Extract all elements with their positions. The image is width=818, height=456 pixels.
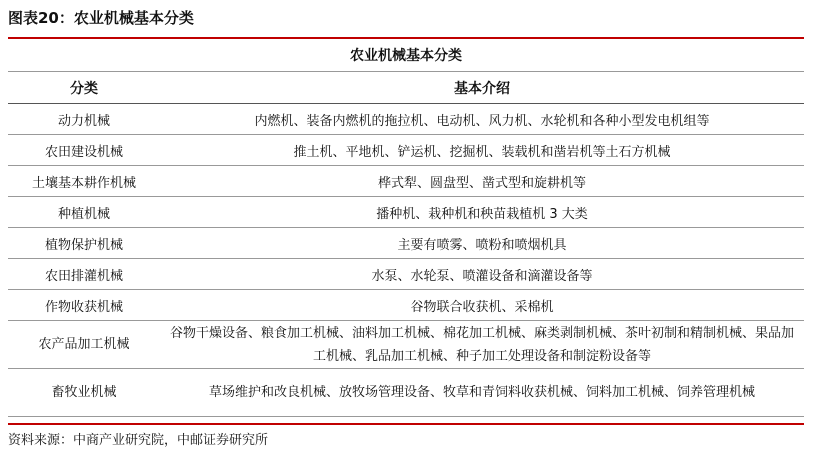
category-cell: 农田建设机械 (8, 135, 160, 166)
description-cell: 草场维护和改良机械、放牧场管理设备、牧草和青饲料收获机械、饲料加工机械、饲养管理机械 (160, 369, 804, 417)
table-row (8, 197, 804, 228)
table-title: 农业机械基本分类 (8, 39, 804, 72)
figure-title: 图表20：农业机械基本分类 (8, 9, 194, 27)
table-row (8, 228, 804, 259)
category-cell: 作物收获机械 (8, 290, 160, 321)
category-cell: 动力机械 (8, 104, 160, 135)
description-cell: 播种机、栽种机和秧苗栽植机 3 大类 (160, 197, 804, 228)
category-cell: 畜牧业机械 (8, 369, 160, 417)
table-row (8, 290, 804, 321)
header-category: 分类 (8, 72, 160, 104)
table-row (8, 321, 804, 369)
source-note: 资料来源：中商产业研究院，中邮证券研究所 (8, 433, 269, 448)
table-row (8, 259, 804, 290)
category-cell: 种植机械 (8, 197, 160, 228)
description-cell: 谷物干燥设备、粮食加工机械、油料加工机械、棉花加工机械、麻类剥制机械、茶叶初制和精制机械、果品加工机械、乳品加工机械、种子加工处理设备和制淀粉设备等 (160, 321, 804, 369)
category-cell: 农产品加工机械 (8, 321, 160, 369)
description-cell: 推土机、平地机、铲运机、挖掘机、装载机和凿岩机等土石方机械 (160, 135, 804, 166)
description-cell: 水泵、水轮泵、喷灌设备和滴灌设备等 (160, 259, 804, 290)
description-cell: 主要有喷雾、喷粉和喷烟机具 (160, 228, 804, 259)
category-cell: 土壤基本耕作机械 (8, 166, 160, 197)
table-row (8, 166, 804, 197)
table-row (8, 135, 804, 166)
description-cell: 桦式犁、圆盘型、凿式型和旋耕机等 (160, 166, 804, 197)
table-row (8, 369, 804, 417)
header-description: 基本介绍 (160, 72, 804, 104)
bottom-divider (8, 423, 804, 425)
classification-table (8, 39, 804, 417)
table-row (8, 104, 804, 135)
description-cell: 内燃机、装备内燃机的拖拉机、电动机、风力机、水轮机和各种小型发电机组等 (160, 104, 804, 135)
category-cell: 农田排灌机械 (8, 259, 160, 290)
category-cell: 植物保护机械 (8, 228, 160, 259)
description-cell: 谷物联合收获机、采棉机 (160, 290, 804, 321)
